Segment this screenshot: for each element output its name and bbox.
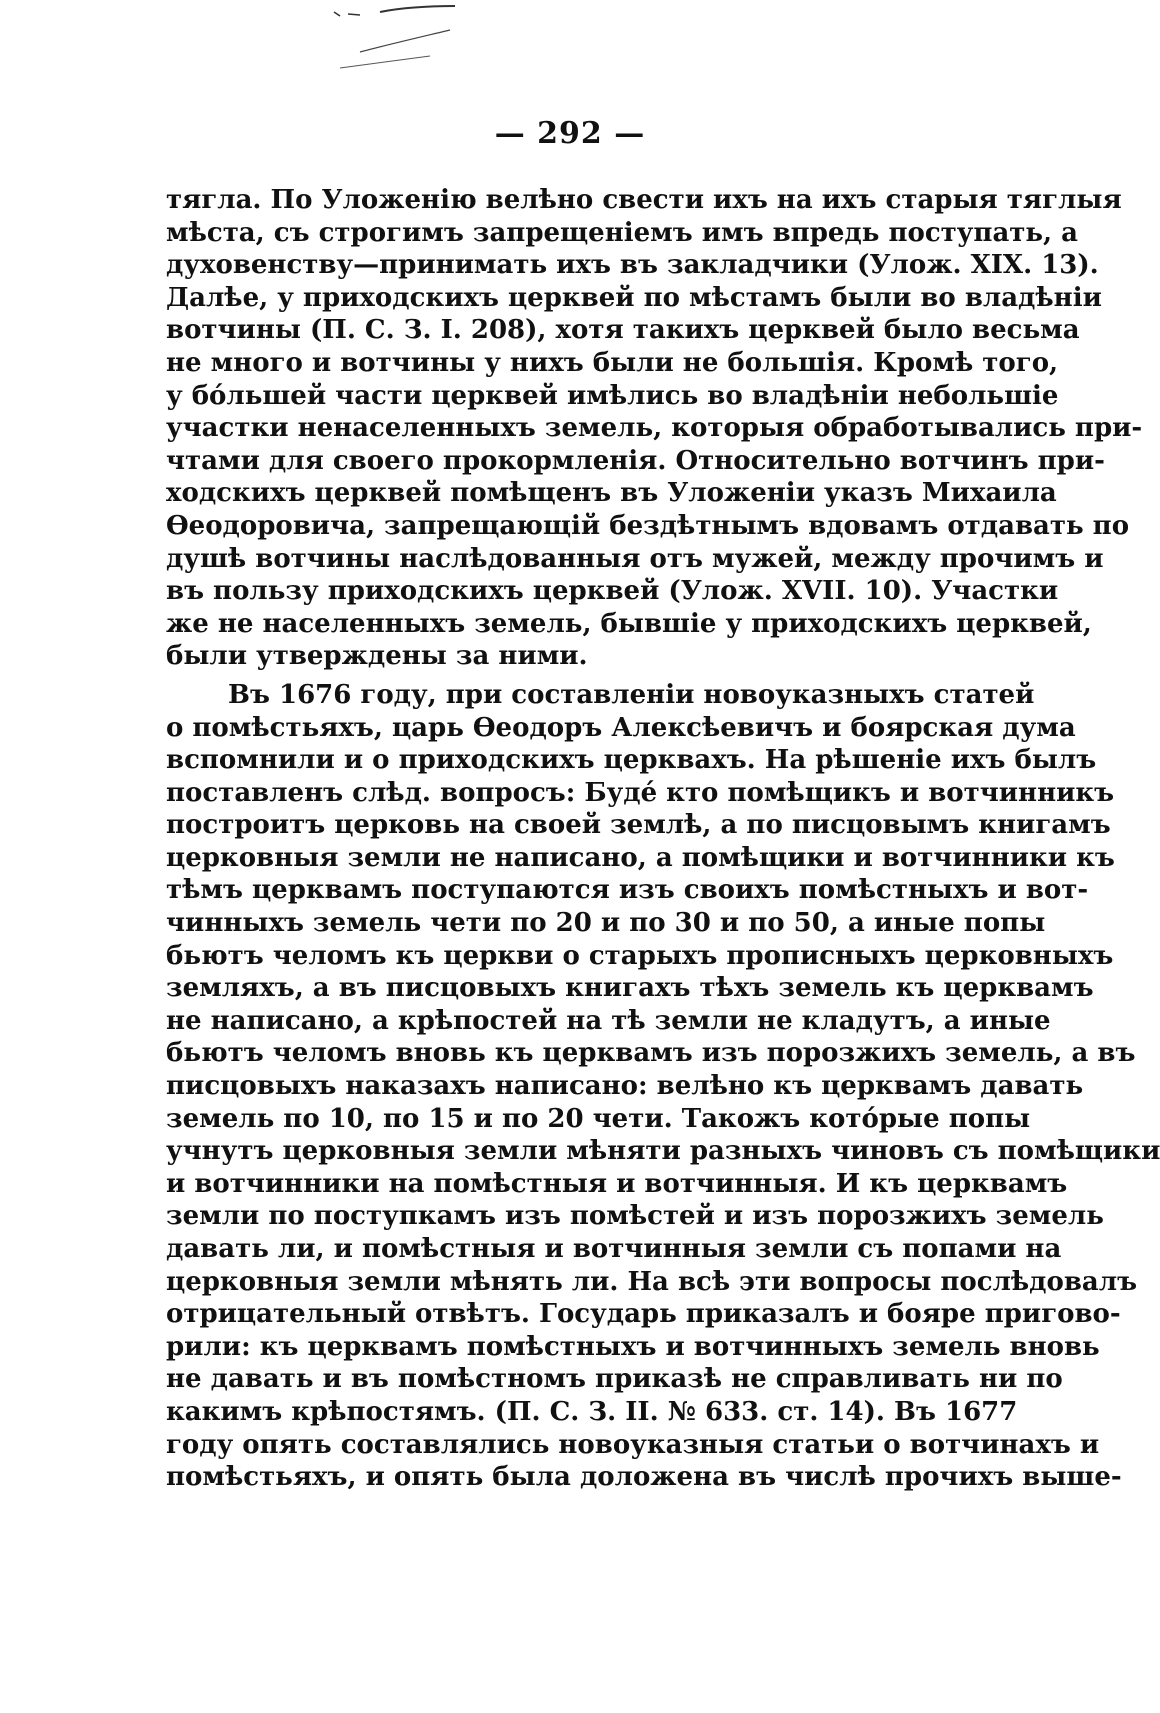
text-line: Ѳеодоровича, запрещающій бездѣтнымъ вдовамъ отдавать по <box>166 510 1130 541</box>
text-line: земляхъ, а въ писцовыхъ книгахъ тѣхъ земель къ церквамъ <box>166 973 1094 1004</box>
text-line: учнутъ церковныя земли мѣняти разныхъ чиновъ съ помѣщики <box>166 1136 1160 1167</box>
text-line: тѣмъ церквамъ поступаются изъ своихъ помѣстныхъ и вот- <box>166 875 1089 906</box>
text-line: земель по 10, по 15 и по 20 чети. Такожъ котóрые попы <box>166 1103 1031 1134</box>
text-line: какимъ крѣпостямъ. (П. С. З. II. № 633. ст. 14). Въ 1677 <box>166 1396 1018 1427</box>
text-line: рили: къ церквамъ помѣстныхъ и вотчинныхъ земель вновь <box>166 1331 1100 1362</box>
text-line: бьютъ челомъ вновь къ церквамъ изъ порозжихъ земель, а въ <box>166 1038 1136 1069</box>
text-line: не давать и въ помѣстномъ приказѣ не справливать ни по <box>166 1364 1063 1395</box>
text-line: душѣ вотчины наслѣдованныя отъ мужей, между прочимъ и <box>166 543 1104 574</box>
text-line: церковныя земли мѣнять ли. На всѣ эти вопросы послѣдовалъ <box>166 1266 1138 1297</box>
text-line: году опять составлялись новоуказныя статьи о вотчинахъ и <box>166 1429 1100 1460</box>
text-line: не много и вотчины у нихъ были не большія. Кромѣ того, <box>166 347 1059 378</box>
text-line: давать ли, и помѣстныя и вотчинныя земли съ попами на <box>166 1234 1062 1264</box>
text-line: бьютъ челомъ къ церкви о старыхъ прописныхъ церковныхъ <box>166 940 1114 971</box>
text-line: отрицательный отвѣтъ. Государь приказалъ и бояре пригово- <box>166 1299 1121 1330</box>
text-line: не написано, а крѣпостей на тѣ земли не кладутъ, а иные <box>166 1005 1051 1036</box>
body-text <box>166 184 1160 1494</box>
page-number: — 292 — <box>494 116 646 151</box>
paragraph <box>166 184 1143 673</box>
text-line: въ пользу приходскихъ церквей (Улож. XVII. 10). Участки <box>166 576 1059 607</box>
text-line: тягла. По Уложенію велѣно свести ихъ на ихъ старыя тяглыя <box>166 185 1122 215</box>
text-line: помѣстьяхъ, и опять была доложена въ числѣ прочихъ выше- <box>166 1462 1122 1493</box>
text-line: вотчины (П. С. З. I. 208), хотя такихъ церквей было весьма <box>166 315 1080 346</box>
text-line: и вотчинники на помѣстныя и вотчинныя. И къ церквамъ <box>166 1168 1068 1199</box>
text-line: мѣста, съ строгимъ запрещеніемъ имъ впредь поступать, а <box>166 217 1078 248</box>
text-line: церковныя земли не написано, а помѣщики и вотчинники къ <box>166 842 1115 873</box>
text-line: земли по поступкамъ изъ помѣстей и изъ порозжихъ земель <box>166 1201 1104 1232</box>
text-line: построитъ церковь на своей землѣ, а по писцовымъ книгамъ <box>166 810 1111 841</box>
paragraph <box>166 679 1160 1494</box>
text-line: у бóльшей части церквей имѣлись во владѣніи небольшіе <box>166 380 1059 411</box>
scan-artifact-marks <box>330 0 460 70</box>
text-line: участки ненаселенныхъ земель, которыя обработывались при- <box>166 413 1143 444</box>
text-line: Далѣе, у приходскихъ церквей по мѣстамъ были во владѣніи <box>166 282 1102 313</box>
text-line: писцовыхъ наказахъ написано: велѣно къ церквамъ давать <box>166 1071 1084 1102</box>
text-line: были утверждены за ними. <box>166 641 588 672</box>
text-line: о помѣстьяхъ, царь Ѳеодоръ Алексѣевичъ и боярская дума <box>166 712 1076 743</box>
text-line: Въ 1676 году, при составленіи новоуказныхъ статей <box>228 679 1035 710</box>
text-line: поставленъ слѣд. вопросъ: Будé кто помѣщикъ и вотчинникъ <box>166 777 1115 808</box>
text-line: же не населенныхъ земель, бывшіе у приходскихъ церквей, <box>166 608 1092 639</box>
text-line: ходскихъ церквей помѣщенъ въ Уложеніи указъ Михаила <box>166 478 1057 509</box>
text-line: чтами для своего прокормленія. Относительно вотчинъ при- <box>166 445 1105 476</box>
text-line: духовенству—принимать ихъ въ закладчики (Улож. XIX. 13). <box>166 250 1099 281</box>
text-line: вспомнили и о приходскихъ церквахъ. На рѣшеніе ихъ былъ <box>166 745 1097 776</box>
text-line: чинныхъ земель чети по 20 и по 30 и по 50, а иные попы <box>166 908 1046 939</box>
